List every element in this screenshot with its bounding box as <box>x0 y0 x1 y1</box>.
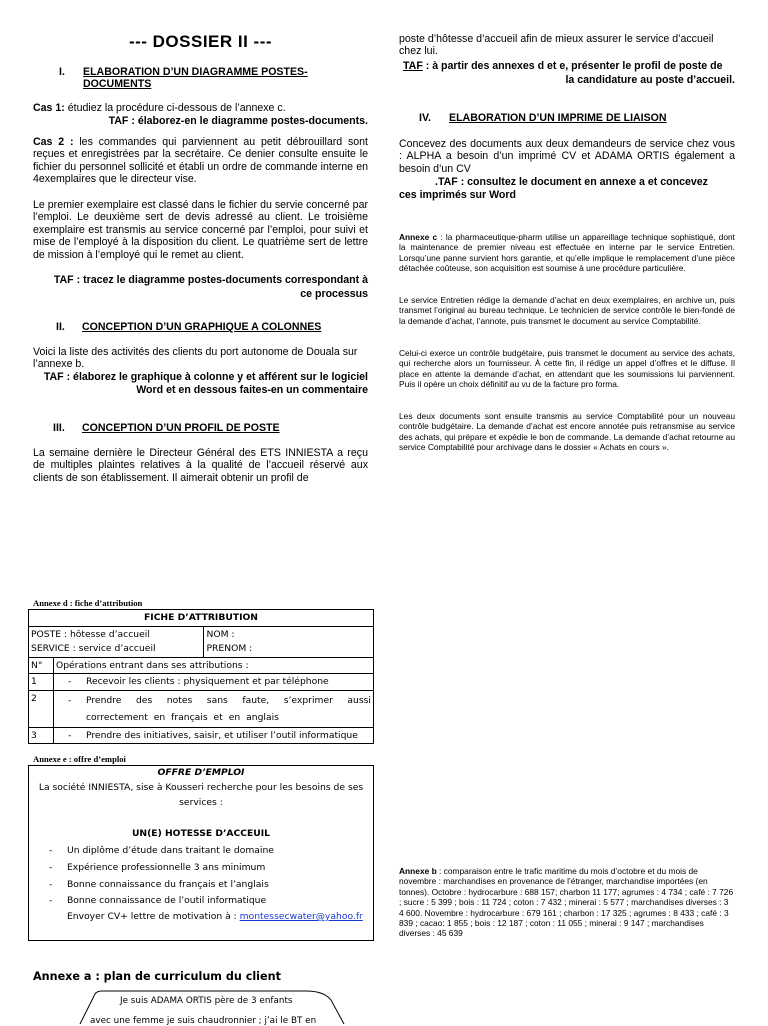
list-item: - Bonne connaissance du français et l’anglais <box>49 879 269 890</box>
section-2-taf-line1: TAF : élaborez le graphique à colonne y et afférent sur le logiciel <box>43 371 368 383</box>
table-row: 1 - Recevoir les clients : physiquement et par téléphone <box>29 674 374 691</box>
cas1-taf: TAF : élaborez-en le diagramme postes-documents. <box>108 115 368 127</box>
job-title: UN(E) HOTESSE D’ACCEUIL <box>131 828 271 839</box>
email-link[interactable]: montessecwater@yahoo.fr <box>239 911 363 922</box>
section-4-text: Concevez des documents aux deux demandeurs de service chez vous : ALPHA a besoin d’un imprimé CV et ADAMA ORTIS également a besoin d’un CV <box>399 138 735 175</box>
operations-header: Opérations entrant dans ses attributions : <box>53 657 373 674</box>
list-item: - Bonne connaissance de l’outil informatique <box>49 895 267 906</box>
annexe-c-p4: Les deux documents sont ensuite transmis au service Comptabilité pour un nouveau contrôle budgétaire. La demande d’achat est encore annotée puis retransmise au service des achats, qui prépare et expédie le bon de commande. La demande d’achat retourne au service Comptabilité pour archivage dans le dossier « Achats en cours ». <box>399 411 735 453</box>
attribution-table <box>28 609 374 744</box>
profile-continuation: poste d’hôtesse d’accueil afin de mieux assurer le service d’accueil chez lui. <box>399 33 714 58</box>
cas1-paragraph: Cas 1: étudiez la procédure ci-dessous de l’annexe c. <box>33 102 286 114</box>
section-4-taf-line1: .TAF : consultez le document en annexe a et concevez <box>435 176 708 188</box>
section-2-taf-line2: Word et en dessous faites-en un commentaire <box>136 384 368 396</box>
apply-line: Envoyer CV+ lettre de motivation à : montessecwater@yahoo.fr <box>67 911 363 922</box>
section-3-text: La semaine dernière le Directeur Général des ETS INNIESTA a reçu de multiples plaintes relatives à la qualité de l’accueil réservé aux clients de son établissement. Il aimerait obtenir un profil de <box>33 447 368 484</box>
job-offer-title: OFFRE D’EMPLOI <box>157 767 245 778</box>
annexe-a-heading: Annexe a : plan de curriculum du client <box>33 970 281 983</box>
cv-line-1: Je suis ADAMA ORTIS père de 3 enfants <box>120 996 293 1006</box>
page-title: --- DOSSIER II --- <box>128 32 273 51</box>
list-item: - Un diplôme d’étude dans traitant le domaine <box>49 845 274 856</box>
table-row: 3 - Prendre des initiatives, saisir, et utiliser l’outil informatique <box>29 727 374 744</box>
prenom-field: PRENOM : <box>206 642 253 654</box>
number-header: N° <box>29 657 54 674</box>
annexe-c-p2: Le service Entretien rédige la demande d’achat en deux exemplaires, en archive un, puis transmet l’original au bureau technique. Le technicien de service contrôle le bien-fondé de la demande d’achat, l’annote, puis transmet le document au service Comptabilité. <box>399 295 735 326</box>
section-3-taf-line2: la candidature au poste d’accueil. <box>565 74 735 86</box>
annexe-c-p1: Annexe c : la pharmaceutique-pharm utilise un appareillage technique sophistiqué, dont la maintenance de premier niveau est effectuée en interne par le service Entretien. Lorsqu’une panne survient hors garantie, et qu’elle implique le remplacement d’une pièce détachée coûteuse, son acquisition est soumise à une procédure particulière. <box>399 232 735 274</box>
annexe-c-p3: Celui-ci exerce un contrôle budgétaire, puis transmet le document au service des achats, qui recherche alors un fournisseur. À cette fin, il rédige un appel d’offres et le diffuse. Il place en attente la demande d’achat, en attendant que les soumissions lui parviennent. Puis il opère un choix définitif au vu de la facture pro forma. <box>399 348 735 390</box>
nom-field: NOM : <box>206 628 235 640</box>
section-4-taf-line2: ces imprimés sur Word <box>399 189 516 201</box>
attribution-table-title: FICHE D’ATTRIBUTION <box>29 610 374 627</box>
annexe-e-label: Annexe e : offre d’emploi <box>33 754 126 764</box>
annexe-b: Annexe b : comparaison entre le trafic maritime du mois d’octobre et du mois de novembre : marchandises en provenance de l’étranger, marchandise importées (en tonnes). Octobre : hydrocarbure : 688 157; charbon 11 177; agrumes : 4 734 ; café : 7 726 ; sucre : 5 399 ; bois : 11 724 ; coton : 7 432 ; minerai : 5 577 ; marchandises diverses : 3 4 600. Novembre : hydrocarbure : 679 161 ; charbon : 17 325 ; agrumes : 8 433 ; café : 3 839 ; cacao: 1 855 ; bois : 12 187 ; coton : 11 055 ; minerai : 9 147 ; marchandises diverses : 45 639 <box>399 866 734 939</box>
section-3-taf-line1: TAF : à partir des annexes d et e, présenter le profil de poste de <box>403 60 723 72</box>
service-field: SERVICE : service d’accueil <box>31 642 156 654</box>
table-row: 2 - Prendre des notes sans faute, s’exprimer aussi correctement en français et en anglais <box>29 690 374 727</box>
cas2-paragraph-2: Le premier exemplaire est classé dans le fichier du servie concerné par l’emploi. Le deuxième sert de devis adressé au client. Le troisième exemplaire est transmis au service concerné par l’emploi, pour suivi et mise de l’employé à la disposition du client. Le quatrième sert de lettre de mission à l’employé qui le remet au client. <box>33 199 368 261</box>
annexe-d-label: Annexe d : fiche d’attribution <box>33 598 143 608</box>
job-offer-box <box>28 765 374 941</box>
list-item: - Expérience professionnelle 3 ans minimum <box>49 862 266 873</box>
cas2-taf-line1: TAF : tracez le diagramme postes-documents correspondant à <box>53 274 368 286</box>
cas2-taf-line2: ce processus <box>300 288 368 300</box>
poste-field: POSTE : hôtesse d’accueil <box>31 628 150 640</box>
cv-line-2: avec une femme je suis chaudronnier ; j’ai le BT en <box>90 1016 317 1026</box>
cas2-paragraph: Cas 2 : les commandes qui parviennent au petit débrouillard sont reçues et enregistrées par la secrétaire. Ce denier consulte ensuite le fichier du personnel sollicité et établi un ordre de commande interne en 4exemplaires que le directeur vise. <box>33 136 368 186</box>
job-offer-intro-2: services : <box>179 797 223 808</box>
section-2-text: Voici la liste des activités des clients du port autonome de Douala sur l’annexe b. <box>33 346 358 371</box>
job-offer-intro: La société INNIESTA, sise à Kousseri recherche pour les besoins de ses <box>38 782 364 793</box>
